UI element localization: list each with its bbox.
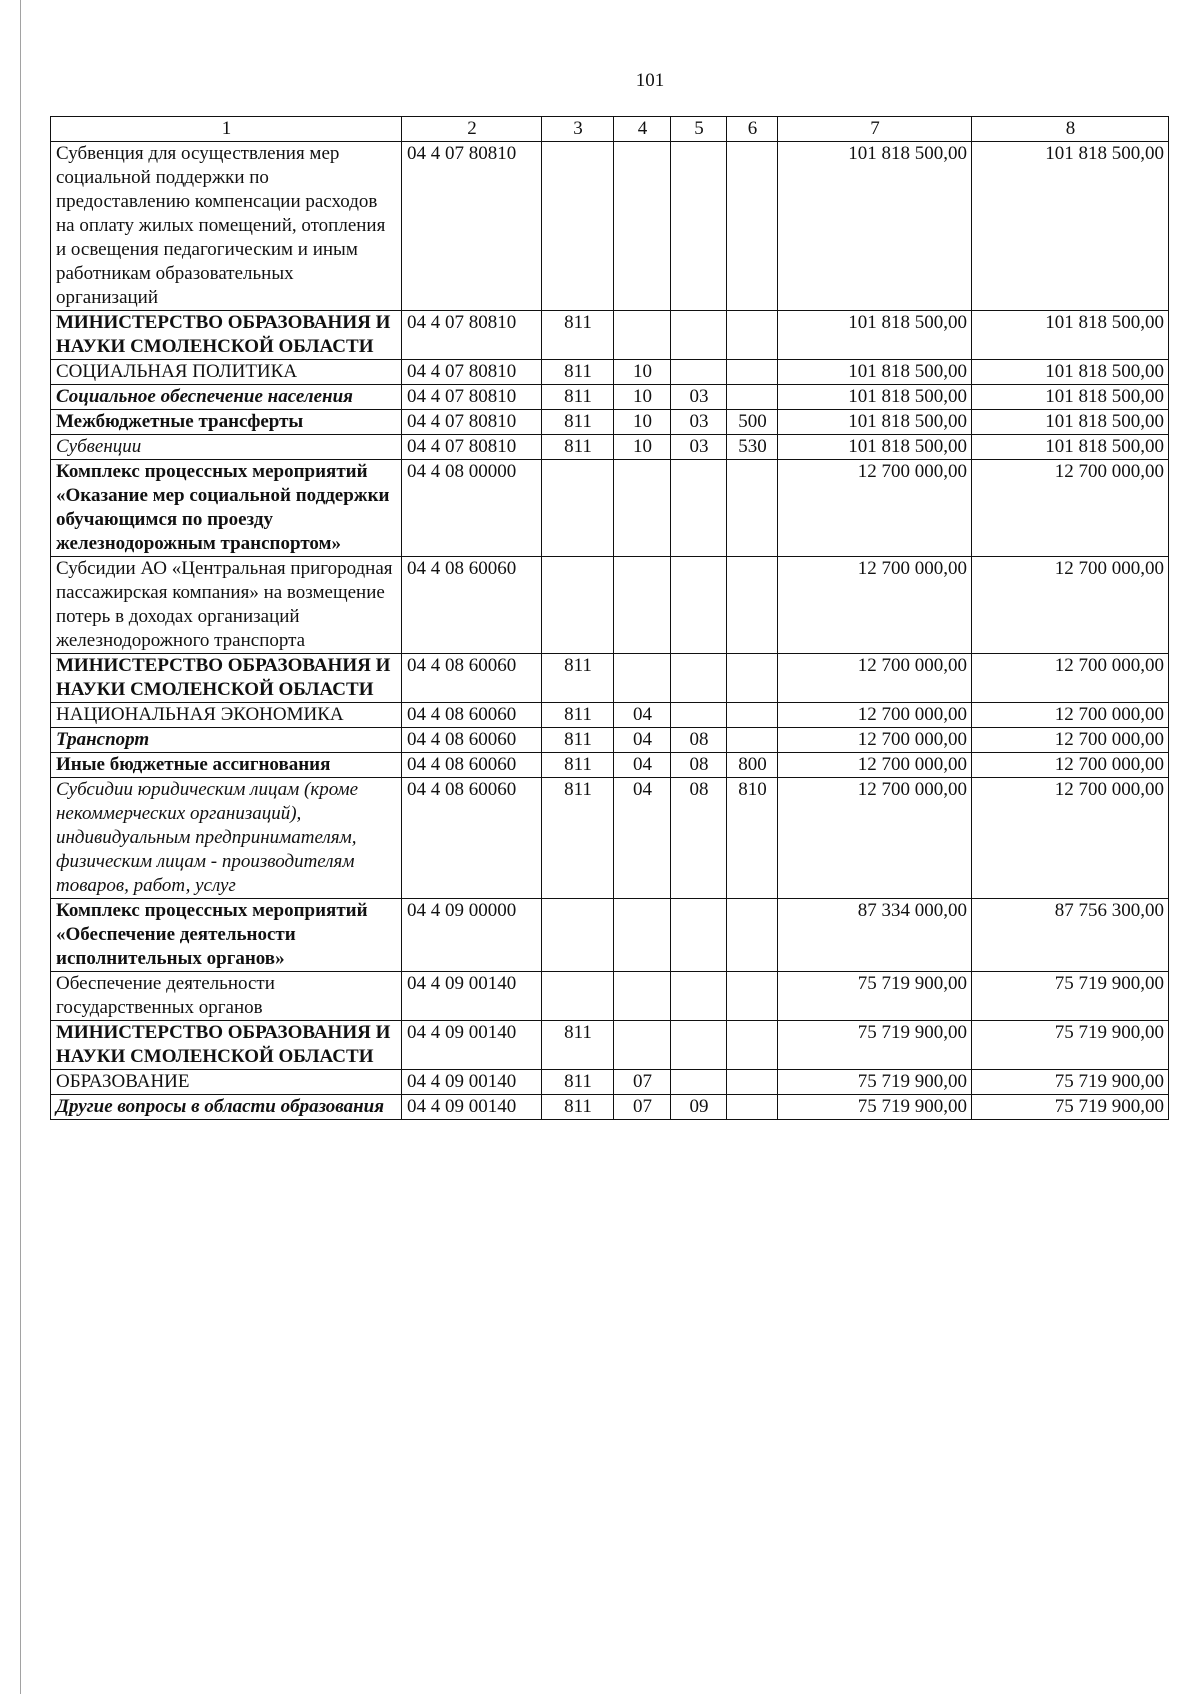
table-row: [51, 557, 1169, 654]
target-article-cell: 04 4 09 00000: [402, 899, 542, 972]
header-cell: 5: [671, 117, 727, 142]
table-row: [51, 460, 1169, 557]
target-article-cell: 04 4 07 80810: [402, 360, 542, 385]
subsection-code-cell: [671, 360, 727, 385]
subsection-code-cell: [671, 703, 727, 728]
item-name-cell: МИНИСТЕРСТВО ОБРАЗОВАНИЯ И НАУКИ СМОЛЕНСКОЙ ОБЛАСТИ: [51, 654, 402, 703]
section-code-cell: 04: [614, 778, 671, 899]
section-code-cell: [614, 142, 671, 311]
item-name-cell: Иные бюджетные ассигнования: [51, 753, 402, 778]
item-name-cell: Комплекс процессных мероприятий «Оказание мер социальной поддержки обучающимся по проезду железнодорожным транспортом»: [51, 460, 402, 557]
expense-type-cell: [727, 899, 778, 972]
table-row: [51, 1070, 1169, 1095]
item-name-cell: Субсидии АО «Центральная пригородная пассажирская компания» на возмещение потерь в доходах организаций железнодорожного транспорта: [51, 557, 402, 654]
target-article-cell: 04 4 09 00140: [402, 972, 542, 1021]
target-article-cell: 04 4 08 60060: [402, 703, 542, 728]
amount-year-1-cell: 75 719 900,00: [778, 972, 972, 1021]
section-code-cell: 04: [614, 703, 671, 728]
expense-type-cell: [727, 654, 778, 703]
ministry-code-cell: [542, 142, 614, 311]
ministry-code-cell: 811: [542, 311, 614, 360]
amount-year-2-cell: 75 719 900,00: [972, 972, 1169, 1021]
target-article-cell: 04 4 07 80810: [402, 410, 542, 435]
subsection-code-cell: [671, 1021, 727, 1070]
section-code-cell: 10: [614, 435, 671, 460]
section-code-cell: [614, 972, 671, 1021]
amount-year-1-cell: 12 700 000,00: [778, 728, 972, 753]
amount-year-2-cell: 12 700 000,00: [972, 728, 1169, 753]
header-cell: 7: [778, 117, 972, 142]
ministry-code-cell: 811: [542, 703, 614, 728]
ministry-code-cell: 811: [542, 1095, 614, 1120]
table-row: [51, 410, 1169, 435]
subsection-code-cell: [671, 557, 727, 654]
header-cell: 6: [727, 117, 778, 142]
amount-year-1-cell: 101 818 500,00: [778, 410, 972, 435]
item-name-cell: Межбюджетные трансферты: [51, 410, 402, 435]
subsection-code-cell: 03: [671, 410, 727, 435]
amount-year-1-cell: 12 700 000,00: [778, 778, 972, 899]
amount-year-1-cell: 101 818 500,00: [778, 385, 972, 410]
amount-year-2-cell: 75 719 900,00: [972, 1070, 1169, 1095]
target-article-cell: 04 4 08 60060: [402, 557, 542, 654]
ministry-code-cell: 811: [542, 1070, 614, 1095]
table-row: [51, 654, 1169, 703]
amount-year-2-cell: 75 719 900,00: [972, 1021, 1169, 1070]
expense-type-cell: [727, 360, 778, 385]
section-code-cell: 07: [614, 1095, 671, 1120]
amount-year-1-cell: 12 700 000,00: [778, 753, 972, 778]
expense-type-cell: 500: [727, 410, 778, 435]
expense-type-cell: [727, 1021, 778, 1070]
target-article-cell: 04 4 08 60060: [402, 654, 542, 703]
section-code-cell: 04: [614, 728, 671, 753]
header-cell: 8: [972, 117, 1169, 142]
ministry-code-cell: [542, 557, 614, 654]
expense-type-cell: 800: [727, 753, 778, 778]
binding-margin-line: [20, 0, 21, 1694]
item-name-cell: Другие вопросы в области образования: [51, 1095, 402, 1120]
target-article-cell: 04 4 07 80810: [402, 385, 542, 410]
item-name-cell: Субсидии юридическим лицам (кроме некоммерческих организаций), индивидуальным предпринимателям, физическим лицам - производителям товаров, работ, услуг: [51, 778, 402, 899]
amount-year-2-cell: 12 700 000,00: [972, 753, 1169, 778]
amount-year-2-cell: 12 700 000,00: [972, 654, 1169, 703]
section-code-cell: 10: [614, 360, 671, 385]
header-cell: 1: [51, 117, 402, 142]
ministry-code-cell: 811: [542, 435, 614, 460]
section-code-cell: 10: [614, 385, 671, 410]
subsection-code-cell: [671, 899, 727, 972]
header-row: [51, 117, 1169, 142]
header-cell: 4: [614, 117, 671, 142]
amount-year-2-cell: 101 818 500,00: [972, 311, 1169, 360]
item-name-cell: МИНИСТЕРСТВО ОБРАЗОВАНИЯ И НАУКИ СМОЛЕНСКОЙ ОБЛАСТИ: [51, 311, 402, 360]
subsection-code-cell: 08: [671, 778, 727, 899]
subsection-code-cell: [671, 311, 727, 360]
expense-type-cell: [727, 728, 778, 753]
ministry-code-cell: 811: [542, 1021, 614, 1070]
table-row: [51, 728, 1169, 753]
target-article-cell: 04 4 07 80810: [402, 311, 542, 360]
ministry-code-cell: 811: [542, 410, 614, 435]
amount-year-2-cell: 101 818 500,00: [972, 360, 1169, 385]
table-row: [51, 1095, 1169, 1120]
section-code-cell: 10: [614, 410, 671, 435]
table-row: [51, 435, 1169, 460]
section-code-cell: [614, 557, 671, 654]
table-body: [51, 117, 1169, 1120]
section-code-cell: 04: [614, 753, 671, 778]
section-code-cell: [614, 1021, 671, 1070]
expense-type-cell: 810: [727, 778, 778, 899]
section-code-cell: [614, 311, 671, 360]
item-name-cell: Субвенции: [51, 435, 402, 460]
section-code-cell: [614, 899, 671, 972]
item-name-cell: Транспорт: [51, 728, 402, 753]
table-row: [51, 753, 1169, 778]
amount-year-1-cell: 101 818 500,00: [778, 360, 972, 385]
expense-type-cell: [727, 142, 778, 311]
expense-type-cell: [727, 557, 778, 654]
table-row: [51, 703, 1169, 728]
section-code-cell: [614, 654, 671, 703]
header-cell: 2: [402, 117, 542, 142]
expense-type-cell: [727, 1095, 778, 1120]
ministry-code-cell: 811: [542, 654, 614, 703]
amount-year-1-cell: 87 334 000,00: [778, 899, 972, 972]
expense-type-cell: [727, 1070, 778, 1095]
amount-year-1-cell: 101 818 500,00: [778, 435, 972, 460]
ministry-code-cell: [542, 972, 614, 1021]
amount-year-1-cell: 101 818 500,00: [778, 142, 972, 311]
subsection-code-cell: 08: [671, 753, 727, 778]
ministry-code-cell: 811: [542, 385, 614, 410]
amount-year-1-cell: 75 719 900,00: [778, 1070, 972, 1095]
ministry-code-cell: 811: [542, 753, 614, 778]
amount-year-2-cell: 101 818 500,00: [972, 385, 1169, 410]
amount-year-1-cell: 101 818 500,00: [778, 311, 972, 360]
item-name-cell: Комплекс процессных мероприятий «Обеспечение деятельности исполнительных органов»: [51, 899, 402, 972]
table-row: [51, 142, 1169, 311]
expense-type-cell: [727, 460, 778, 557]
subsection-code-cell: 03: [671, 385, 727, 410]
subsection-code-cell: 09: [671, 1095, 727, 1120]
target-article-cell: 04 4 09 00140: [402, 1021, 542, 1070]
ministry-code-cell: 811: [542, 778, 614, 899]
section-code-cell: 07: [614, 1070, 671, 1095]
target-article-cell: 04 4 08 00000: [402, 460, 542, 557]
amount-year-2-cell: 87 756 300,00: [972, 899, 1169, 972]
section-code-cell: [614, 460, 671, 557]
expense-type-cell: [727, 311, 778, 360]
table-row: [51, 899, 1169, 972]
target-article-cell: 04 4 08 60060: [402, 728, 542, 753]
subsection-code-cell: 03: [671, 435, 727, 460]
amount-year-2-cell: 12 700 000,00: [972, 703, 1169, 728]
item-name-cell: Субвенция для осуществления мер социальной поддержки по предоставлению компенсации расходов на оплату жилых помещений, отопления и освещения педагогическим и иным работникам образовательных организаций: [51, 142, 402, 311]
amount-year-2-cell: 75 719 900,00: [972, 1095, 1169, 1120]
amount-year-1-cell: 12 700 000,00: [778, 460, 972, 557]
table-row: [51, 385, 1169, 410]
amount-year-2-cell: 12 700 000,00: [972, 778, 1169, 899]
subsection-code-cell: [671, 972, 727, 1021]
amount-year-2-cell: 101 818 500,00: [972, 435, 1169, 460]
subsection-code-cell: [671, 1070, 727, 1095]
target-article-cell: 04 4 09 00140: [402, 1070, 542, 1095]
amount-year-1-cell: 75 719 900,00: [778, 1021, 972, 1070]
budget-table: [50, 116, 1169, 1120]
table-row: [51, 360, 1169, 385]
expense-type-cell: [727, 385, 778, 410]
item-name-cell: СОЦИАЛЬНАЯ ПОЛИТИКА: [51, 360, 402, 385]
header-cell: 3: [542, 117, 614, 142]
expense-type-cell: 530: [727, 435, 778, 460]
subsection-code-cell: [671, 460, 727, 557]
subsection-code-cell: [671, 142, 727, 311]
ministry-code-cell: [542, 899, 614, 972]
ministry-code-cell: [542, 460, 614, 557]
page-number: 101: [635, 70, 665, 91]
table-row: [51, 972, 1169, 1021]
amount-year-2-cell: 12 700 000,00: [972, 557, 1169, 654]
subsection-code-cell: [671, 654, 727, 703]
amount-year-1-cell: 75 719 900,00: [778, 1095, 972, 1120]
item-name-cell: ОБРАЗОВАНИЕ: [51, 1070, 402, 1095]
target-article-cell: 04 4 07 80810: [402, 435, 542, 460]
amount-year-1-cell: 12 700 000,00: [778, 703, 972, 728]
item-name-cell: Обеспечение деятельности государственных органов: [51, 972, 402, 1021]
table-row: [51, 778, 1169, 899]
ministry-code-cell: 811: [542, 728, 614, 753]
amount-year-2-cell: 12 700 000,00: [972, 460, 1169, 557]
target-article-cell: 04 4 08 60060: [402, 753, 542, 778]
table-row: [51, 1021, 1169, 1070]
expense-type-cell: [727, 703, 778, 728]
amount-year-2-cell: 101 818 500,00: [972, 142, 1169, 311]
subsection-code-cell: 08: [671, 728, 727, 753]
target-article-cell: 04 4 07 80810: [402, 142, 542, 311]
amount-year-1-cell: 12 700 000,00: [778, 654, 972, 703]
expense-type-cell: [727, 972, 778, 1021]
target-article-cell: 04 4 08 60060: [402, 778, 542, 899]
item-name-cell: Социальное обеспечение населения: [51, 385, 402, 410]
item-name-cell: НАЦИОНАЛЬНАЯ ЭКОНОМИКА: [51, 703, 402, 728]
ministry-code-cell: 811: [542, 360, 614, 385]
target-article-cell: 04 4 09 00140: [402, 1095, 542, 1120]
amount-year-2-cell: 101 818 500,00: [972, 410, 1169, 435]
item-name-cell: МИНИСТЕРСТВО ОБРАЗОВАНИЯ И НАУКИ СМОЛЕНСКОЙ ОБЛАСТИ: [51, 1021, 402, 1070]
table-row: [51, 311, 1169, 360]
amount-year-1-cell: 12 700 000,00: [778, 557, 972, 654]
